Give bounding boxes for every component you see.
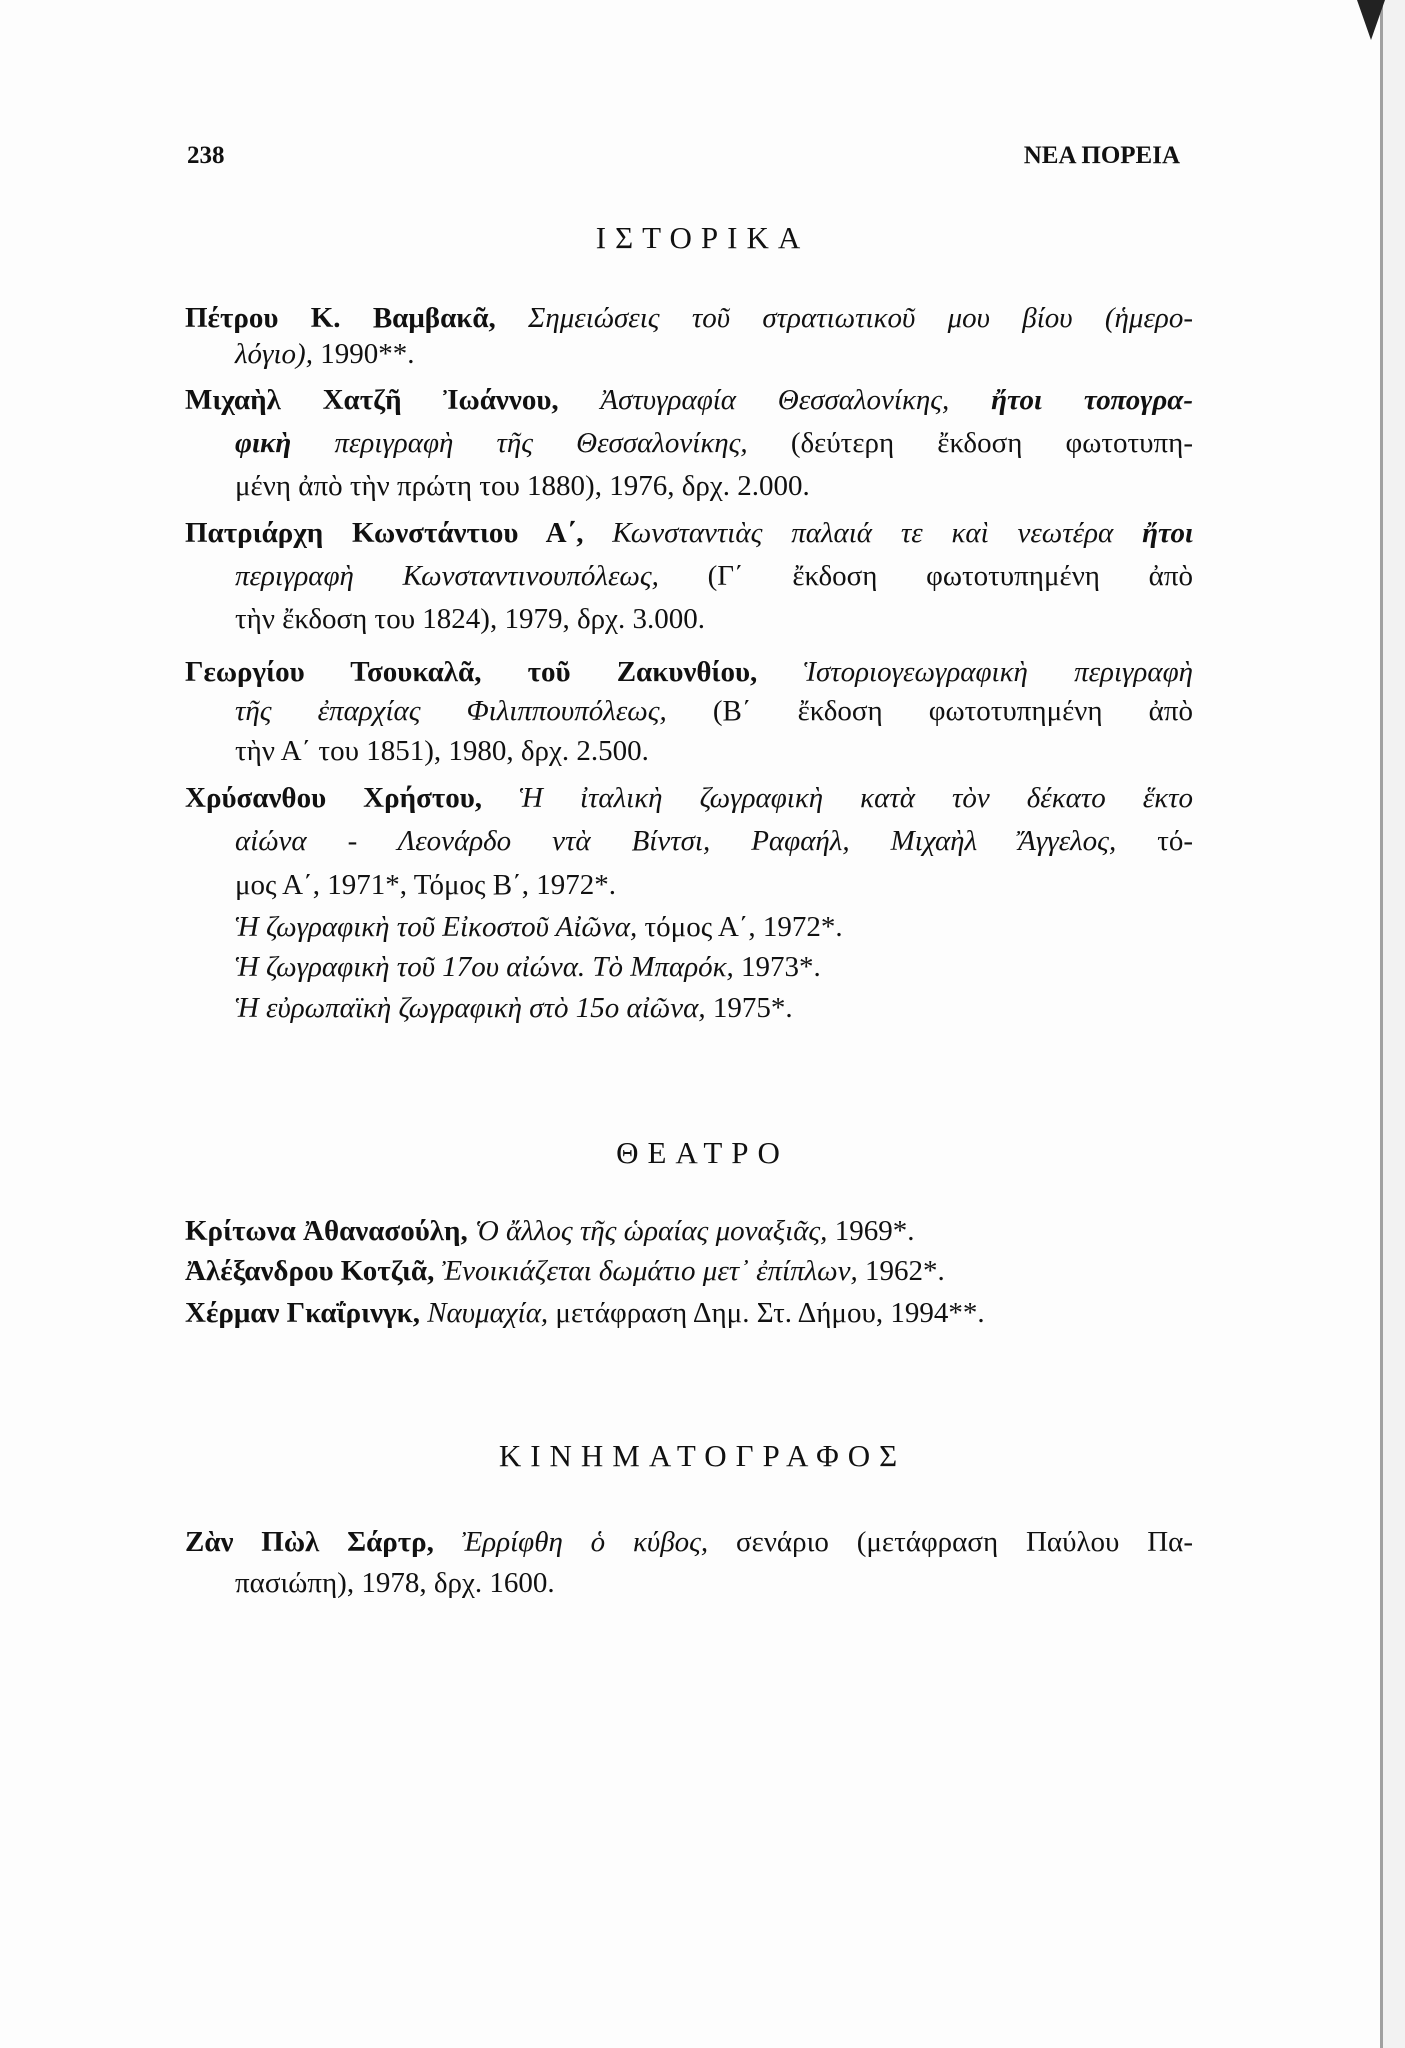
author-name: Μιχαὴλ Χατζῆ Ἰωάννου, xyxy=(185,384,559,416)
bibliography-line xyxy=(235,733,649,769)
section-heading: ΚΙΝΗΜΑΤΟΓΡΑΦΟΣ xyxy=(498,1438,907,1473)
page-edge-line xyxy=(1380,0,1383,2048)
work-title-bold: ἤτοι τοπογρα- xyxy=(949,384,1193,416)
page-number: 238 xyxy=(187,142,225,169)
bibliography-line xyxy=(235,601,705,637)
work-title: Ἀστυγραφία Θεσσαλονίκης, xyxy=(558,384,950,416)
bibliography-line xyxy=(185,515,1193,551)
bibliography-line xyxy=(185,780,1193,816)
publication-details: 1962*. xyxy=(857,1255,945,1287)
work-title: Ἡ ζωγραφικὴ τοῦ 17ου αἰώνα. Τὸ Μπαρόκ, xyxy=(235,951,734,983)
author-name: Κρίτωνα Ἀθανασούλη, xyxy=(185,1215,468,1247)
bibliography-line xyxy=(185,1213,914,1249)
publication-details: (δεύτερη ἔκδοση φωτοτυπη- xyxy=(747,427,1193,459)
publication-details: τὴν ἔκδοση του 1824), 1979, δρχ. 3.000. xyxy=(235,603,705,635)
publication-details: 1973*. xyxy=(733,951,821,983)
publication-details: σενάριο (μετάφραση Παύλου Πα- xyxy=(708,1526,1193,1558)
bibliography-line xyxy=(235,468,810,504)
work-title: Ἐρρίφθη ὁ κύβος, xyxy=(433,1526,709,1558)
author-name: Χρύσανθου Χρήστου, xyxy=(185,782,483,814)
work-title: τῆς ἐπαρχίας Φιλιππουπόλεως, xyxy=(235,695,667,727)
work-title: Ὁ ἄλλος τῆς ὡραίας μοναξιᾶς, xyxy=(467,1215,828,1247)
work-title: Ἡ εὐρωπαϊκὴ ζωγραφικὴ στὸ 15ο αἰῶνα, xyxy=(235,992,706,1024)
bibliography-line xyxy=(235,823,1193,859)
bibliography-line xyxy=(185,300,1193,336)
bibliography-line xyxy=(185,654,1193,690)
page-edge-shadow xyxy=(1383,0,1405,2048)
publication-details: (Β΄ ἔκδοση φωτοτυπημένη ἀπὸ xyxy=(666,695,1193,727)
work-title-bold: ἤτοι xyxy=(1113,517,1194,549)
publication-details: τόμος Α΄, 1972*. xyxy=(637,911,843,943)
bibliography-line xyxy=(185,382,1193,418)
work-title: αἰώνα - Λεονάρδο ντὰ Βίντσι, Ραφαήλ, Μιχαὴλ Ἄγγελος, xyxy=(235,825,1117,857)
publication-details: 1969*. xyxy=(827,1215,915,1247)
section-heading: ΙΣΤΟΡΙΚΑ xyxy=(595,220,810,255)
work-title-bold: φικὴ xyxy=(235,427,292,459)
publication-details: τό- xyxy=(1116,825,1194,857)
bibliography-line xyxy=(235,693,1193,729)
bibliography-line xyxy=(185,1524,1193,1560)
work-title: Ἡ ἰταλικὴ ζωγραφικὴ κατὰ τὸν δέκατο ἕκτο xyxy=(482,782,1193,814)
publication-details: μετάφραση Δημ. Στ. Δήμου, 1994**. xyxy=(548,1297,985,1329)
author-name: Γεωργίου Τσουκαλᾶ, τοῦ Ζακυνθίου, xyxy=(185,656,758,688)
work-title: Ἡ ζωγραφικὴ τοῦ Εἰκοστοῦ Αἰῶνα, xyxy=(235,911,638,943)
publication-details: 1975*. xyxy=(705,992,793,1024)
work-title: Ἐνοικιάζεται δωμάτιο μετ᾽ ἐπίπλων, xyxy=(434,1255,858,1287)
publication-details: (Γ΄ ἔκδοση φωτοτυπημένη ἀπὸ xyxy=(658,560,1193,592)
publication-details: 1990**. xyxy=(312,338,415,370)
author-name: Χέρμαν Γκαΐρινγκ, xyxy=(185,1297,420,1329)
bibliography-line xyxy=(235,990,793,1026)
running-header-title: ΝΕΑ ΠΟΡΕΙΑ xyxy=(1023,142,1180,169)
author-name: Ἀλέξανδρου Κοτζιᾶ, xyxy=(185,1255,435,1287)
work-title: Κωνσταντιὰς παλαιά τε καὶ νεωτέρα xyxy=(583,517,1114,549)
author-name: Ζὰν Πὼλ Σάρτρ, xyxy=(185,1526,434,1558)
publication-details: μένη ἀπὸ τὴν πρώτη του 1880), 1976, δρχ. 2.000. xyxy=(235,470,810,502)
bibliography-line xyxy=(235,1565,555,1601)
work-title: λόγιο), xyxy=(235,338,313,370)
bibliography-line xyxy=(185,1295,985,1331)
section-heading: ΘΕΑΤΡΟ xyxy=(616,1135,789,1170)
author-name: Πατριάρχη Κωνστάντιου Α΄, xyxy=(185,517,584,549)
publication-details: πασιώπη), 1978, δρχ. 1600. xyxy=(235,1567,555,1599)
work-title: Σημειώσεις τοῦ στρατιωτικοῦ μου βίου (ἡμερο- xyxy=(495,302,1193,334)
bibliography-line xyxy=(235,425,1193,461)
bibliography-line xyxy=(235,909,843,945)
work-title: Ναυμαχία, xyxy=(419,1297,549,1329)
bibliography-line xyxy=(235,558,1193,594)
publication-details: τὴν Α΄ του 1851), 1980, δρχ. 2.500. xyxy=(235,735,649,767)
bibliography-line xyxy=(185,1253,945,1289)
work-title: Ἱστοριογεωγραφικὴ περιγραφὴ xyxy=(757,656,1194,688)
bibliography-line xyxy=(235,949,821,985)
bibliography-line xyxy=(235,867,616,903)
work-title: περιγραφὴ τῆς Θεσσαλονίκης, xyxy=(291,427,748,459)
publication-details: μος Α΄, 1971*, Τόμος Β΄, 1972*. xyxy=(235,869,617,901)
work-title: περιγραφὴ Κωνσταντινουπόλεως, xyxy=(235,560,659,592)
scan-corner-mark xyxy=(1357,0,1385,40)
bibliography-line xyxy=(235,336,414,372)
author-name: Πέτρου Κ. Βαμβακᾶ, xyxy=(185,302,496,334)
